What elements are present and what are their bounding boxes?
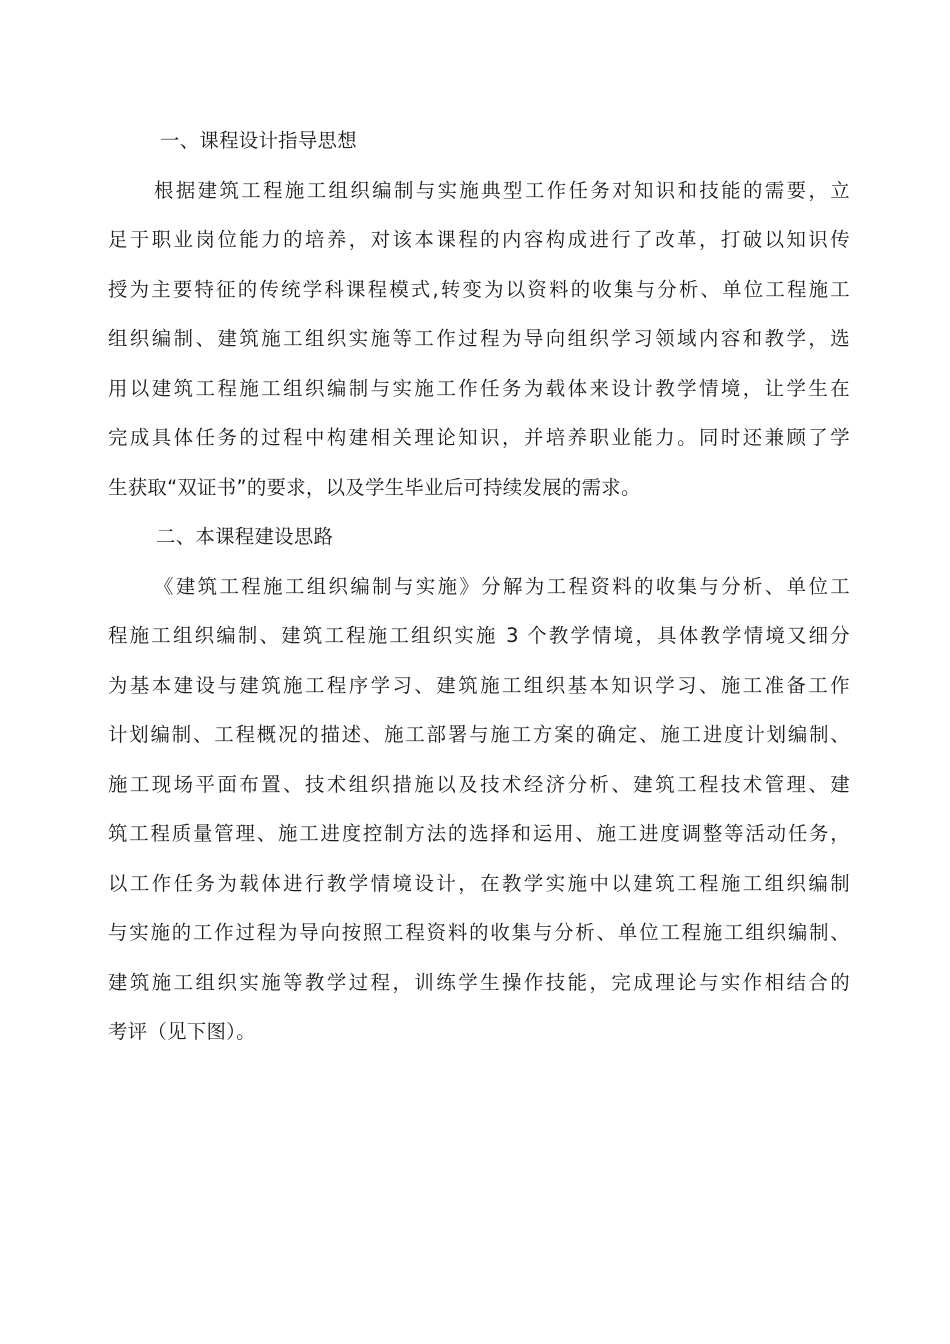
paragraph-line: 计划编制、工程概况的描述、施工部署与施工方案的确定、施工进度计划编制、 [108, 723, 850, 746]
paragraph-line: 足于职业岗位能力的培养，对该本课程的内容构成进行了改革，打破以知识传 [108, 228, 850, 251]
document-body [108, 116, 850, 1057]
paragraph-line: 《建筑工程施工组织编制与实施》分解为工程资料的收集与分析、单位工 [154, 574, 850, 598]
paragraph-line: 以工作任务为载体进行教学情境设计，在教学实施中以建筑工程施工组织编制 [108, 871, 850, 895]
paragraph-line: 用以建筑工程施工组织编制与实施工作任务为载体来设计教学情境，让学生在 [108, 376, 850, 400]
paragraph-line: 与实施的工作过程为导向按照工程资料的收集与分析、单位工程施工组织编制、 [108, 921, 850, 944]
paragraph-line: 建筑施工组织实施等教学过程，训练学生操作技能，完成理论与实作相结合的 [108, 970, 850, 994]
paragraph-line: 考评（见下图）。 [108, 1020, 256, 1043]
paragraph-guiding-ideas [108, 166, 850, 513]
paragraph-line: 为基本建设与建筑施工程序学习、建筑施工组织基本知识学习、施工准备工作 [108, 673, 850, 697]
paragraph-line: 完成具体任务的过程中构建相关理论知识，并培养职业能力。同时还兼顾了学 [108, 426, 850, 449]
section-heading-guiding-ideas: 一、课程设计指导思想 [160, 129, 357, 152]
paragraph-line: 筑工程质量管理、施工进度控制方法的选择和运用、施工进度调整等活动任务， [108, 822, 850, 845]
paragraph-construction-ideas [108, 562, 850, 1057]
paragraph-line: 程施工组织编制、建筑工程施工组织实施 3 个教学情境，具体教学情境又细分 [108, 624, 850, 647]
paragraph-line: 根据建筑工程施工组织编制与实施典型工作任务对知识和技能的需要，立 [154, 178, 850, 202]
paragraph-line: 施工现场平面布置、技术组织措施以及技术经济分析、建筑工程技术管理、建 [108, 772, 850, 796]
paragraph-line: 组织编制、建筑施工组织实施等工作过程为导向组织学习领域内容和教学，选 [108, 327, 850, 350]
section-heading-construction-ideas: 二、本课程建设思路 [156, 525, 334, 548]
paragraph-line: 生获取“双证书”的要求，以及学生毕业后可持续发展的需求。 [108, 475, 641, 499]
paragraph-line: 授为主要特征的传统学科课程模式,转变为以资料的收集与分析、单位工程施工 [108, 277, 850, 301]
